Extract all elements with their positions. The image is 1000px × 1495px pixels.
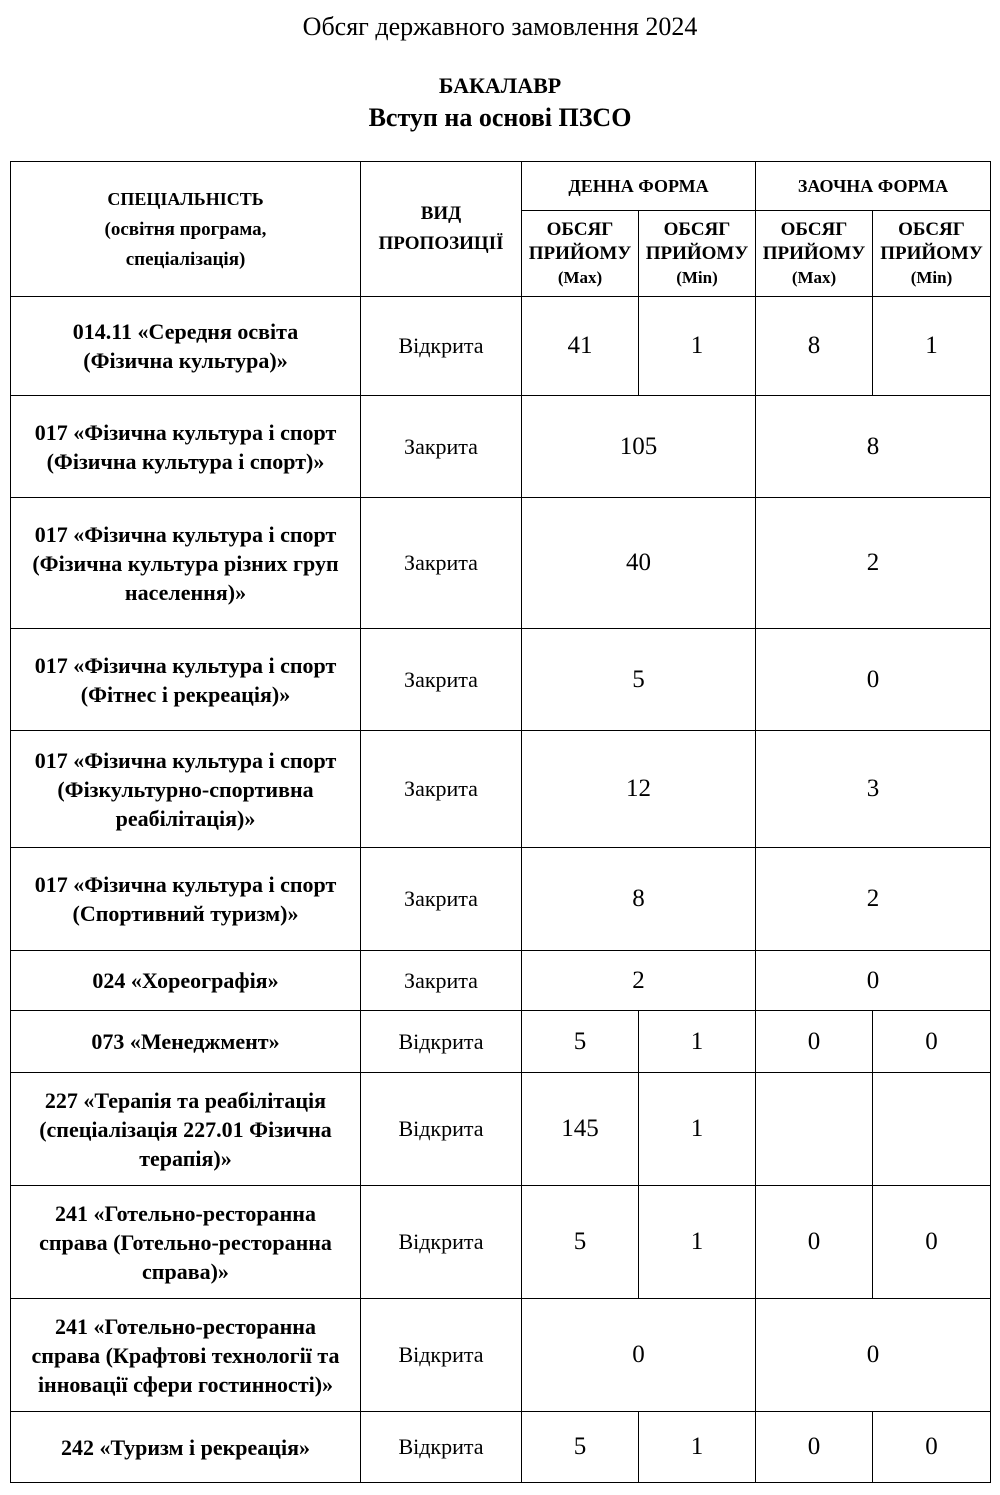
ext-max-cell: 8 [756, 297, 873, 396]
day-form-quota-cell: 40 [522, 498, 756, 629]
day-max-cell: 5 [522, 1412, 639, 1483]
degree-heading: БАКАЛАВР [438, 73, 562, 98]
header-obsyag: ОБСЯГ [546, 218, 614, 240]
specialty-cell [11, 848, 361, 951]
specialty-line: (спеціалізація 227.01 Фізична [39, 1116, 332, 1142]
extramural-form-quota-cell: 3 [756, 731, 991, 848]
header-min: (Min) [910, 267, 953, 287]
proposal-kind-cell: Відкрита [361, 1412, 522, 1483]
specialty-cell [11, 1186, 361, 1299]
specialty-line: 017 «Фізична культура і спорт [34, 872, 337, 897]
specialty-line: інновації сфери гостинності)» [37, 1371, 334, 1397]
header-day-form: ДЕННА ФОРМА [522, 162, 756, 211]
specialty-line: населення)» [124, 579, 247, 605]
extramural-form-quota-cell: 0 [756, 1299, 991, 1412]
day-min-cell: 1 [639, 1011, 756, 1073]
extramural-form-quota-cell: 8 [756, 396, 991, 498]
header-pryiomu: ПРИЙОМУ [880, 242, 983, 264]
extramural-form-quota-cell: 0 [756, 951, 991, 1011]
table-row [11, 848, 991, 951]
header-kind-line: ПРОПОЗИЦІЇ [378, 233, 504, 254]
specialty-line: 241 «Готельно-ресторанна [55, 1200, 316, 1226]
specialty-cell [11, 396, 361, 498]
specialty-cell [11, 1412, 361, 1483]
specialty-line: (Фізична культура і спорт)» [46, 448, 325, 474]
extramural-form-quota-cell: 0 [756, 629, 991, 731]
header-obsyag: ОБСЯГ [898, 218, 965, 240]
header-extramural-form: ЗАОЧНА ФОРМА [756, 162, 991, 211]
header-specialty-line: спеціалізація) [125, 248, 246, 270]
day-max-cell: 41 [522, 297, 639, 396]
proposal-kind-cell: Закрита [361, 848, 522, 951]
header-day-min [639, 211, 756, 297]
day-form-quota-cell: 2 [522, 951, 756, 1011]
ext-max-cell: 0 [756, 1412, 873, 1483]
table-row [11, 951, 991, 1011]
specialty-cell [11, 498, 361, 629]
day-max-cell: 5 [522, 1186, 639, 1299]
day-form-quota-cell: 12 [522, 731, 756, 848]
header-ext-min [873, 211, 991, 297]
specialty-line: справа (Готельно-ресторанна [39, 1229, 332, 1255]
table-row [11, 1299, 991, 1412]
specialty-cell [11, 629, 361, 731]
ext-min-cell [873, 1073, 991, 1186]
header-obsyag: ОБСЯГ [780, 218, 848, 240]
specialty-line: (Фізична культура)» [83, 348, 288, 373]
specialty-cell [11, 297, 361, 396]
proposal-kind-cell: Відкрита [361, 297, 522, 396]
header-kind-line: ВИД [420, 203, 462, 224]
header-max: (Max) [557, 267, 603, 287]
header-specialty-line: (освітня програма, [104, 218, 267, 240]
proposal-kind-cell: Відкрита [361, 1186, 522, 1299]
table-row [11, 1011, 991, 1073]
header-specialty [11, 162, 361, 297]
header-day-max [522, 211, 639, 297]
specialty-line: 073 «Менеджмент» [91, 1029, 280, 1054]
specialty-cell [11, 731, 361, 848]
specialty-line: 241 «Готельно-ресторанна [55, 1313, 316, 1339]
table-body [11, 297, 991, 1483]
extramural-form-quota-cell: 2 [756, 848, 991, 951]
specialty-cell [11, 1011, 361, 1073]
specialty-cell [11, 1073, 361, 1186]
specialty-line: (Фітнес і рекреація)» [80, 681, 291, 707]
day-min-cell: 1 [639, 1412, 756, 1483]
specialty-line: 017 «Фізична культура і спорт [34, 521, 337, 547]
ext-min-cell: 0 [873, 1011, 991, 1073]
proposal-kind-cell: Відкрита [361, 1299, 522, 1412]
extramural-form-quota-cell: 2 [756, 498, 991, 629]
day-form-quota-cell: 0 [522, 1299, 756, 1412]
ext-max-cell: 0 [756, 1186, 873, 1299]
day-form-quota-cell: 105 [522, 396, 756, 498]
header-pryiomu: ПРИЙОМУ [645, 242, 749, 264]
day-max-cell: 145 [522, 1073, 639, 1186]
header-max: (Max) [791, 267, 837, 287]
header-pryiomu: ПРИЙОМУ [762, 242, 866, 264]
table-row [11, 629, 991, 731]
header-min: (Min) [676, 267, 718, 287]
table-row [11, 396, 991, 498]
table-row [11, 731, 991, 848]
specialty-line: терапія)» [139, 1145, 232, 1171]
day-form-quota-cell: 8 [522, 848, 756, 951]
specialty-cell [11, 951, 361, 1011]
proposal-kind-cell: Закрита [361, 731, 522, 848]
basis-heading: Вступ на основі ПЗСО [368, 103, 632, 132]
header-obsyag: ОБСЯГ [663, 218, 731, 240]
specialty-line: (Спортивний туризм)» [72, 901, 299, 926]
table-row [11, 498, 991, 629]
table-row [11, 1186, 991, 1299]
proposal-kind-cell: Закрита [361, 629, 522, 731]
ext-min-cell: 0 [873, 1412, 991, 1483]
specialty-line: (Фізична культура різних груп [32, 550, 339, 576]
admission-table [10, 161, 991, 1483]
header-specialty-line: СПЕЦІАЛЬНІСТЬ [107, 188, 264, 209]
day-min-cell: 1 [639, 1073, 756, 1186]
specialty-line: 014.11 «Середня освіта [72, 319, 299, 344]
header-kind [361, 162, 522, 297]
specialty-line: 017 «Фізична культура і спорт [34, 652, 337, 678]
table-row [11, 1073, 991, 1186]
proposal-kind-cell: Відкрита [361, 1011, 522, 1073]
ext-min-cell: 0 [873, 1186, 991, 1299]
day-min-cell: 1 [639, 1186, 756, 1299]
specialty-line: справа (Крафтові технології та [31, 1342, 340, 1368]
ext-min-cell: 1 [873, 297, 991, 396]
specialty-line: 017 «Фізична культура і спорт [34, 419, 337, 445]
specialty-line: (Фізкультурно-спортивна [57, 776, 314, 802]
table-row [11, 1412, 991, 1483]
specialty-line: 024 «Хореографія» [92, 968, 279, 993]
proposal-kind-cell: Закрита [361, 396, 522, 498]
table-row [11, 297, 991, 396]
page-title: Обсяг державного замовлення 2024 [302, 12, 698, 41]
day-form-quota-cell: 5 [522, 629, 756, 731]
proposal-kind-cell: Закрита [361, 951, 522, 1011]
ext-max-cell [756, 1073, 873, 1186]
specialty-line: справа)» [142, 1258, 229, 1284]
header-ext-max [756, 211, 873, 297]
specialty-line: 242 «Туризм і рекреація» [61, 1434, 310, 1460]
proposal-kind-cell: Відкрита [361, 1073, 522, 1186]
specialty-line: реабілітація)» [115, 805, 256, 831]
ext-max-cell: 0 [756, 1011, 873, 1073]
day-min-cell: 1 [639, 297, 756, 396]
day-max-cell: 5 [522, 1011, 639, 1073]
specialty-line: 017 «Фізична культура і спорт [34, 747, 337, 773]
specialty-cell [11, 1299, 361, 1412]
header-pryiomu: ПРИЙОМУ [528, 242, 632, 264]
specialty-line: 227 «Терапія та реабілітація [44, 1087, 327, 1113]
proposal-kind-cell: Закрита [361, 498, 522, 629]
